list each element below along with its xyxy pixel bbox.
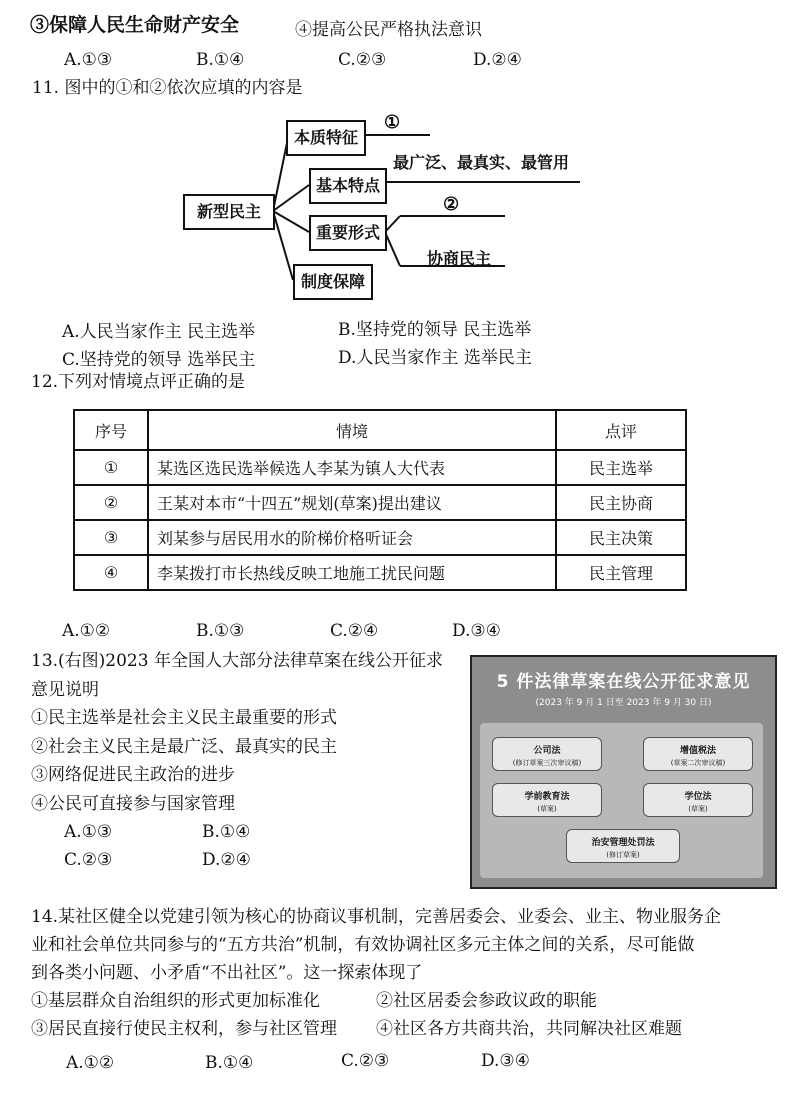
poster-law-item: 学前教育法 (草案) <box>492 783 602 817</box>
q13-option-b: B.①④ <box>202 822 251 842</box>
poster-law-item: 公司法 (修订草案三次审议稿) <box>492 737 602 771</box>
q12-table <box>73 409 687 591</box>
table-cell: ③ <box>74 520 148 555</box>
diagram-label-features: 最广泛、最真实、最管用 <box>393 153 570 172</box>
poster-date: (2023 年 9 月 1 日至 2023 年 9 月 30 日) <box>535 698 712 708</box>
q12-option-a: A.①② <box>62 621 111 641</box>
table-cell: ① <box>74 450 148 485</box>
table-header: 情境 <box>148 410 556 450</box>
q14-option-b: B.①④ <box>205 1053 254 1073</box>
table-row <box>74 555 686 590</box>
q13-item-1: ①民主选举是社会主义民主最重要的形式 <box>31 708 337 728</box>
q12-option-d: D.③④ <box>452 621 501 641</box>
q11-option-c: C.坚持党的领导 选举民主 <box>62 350 256 370</box>
q14-stem-line3: 到各类小问题、小矛盾“不出社区”。这一探索体现了 <box>31 963 423 983</box>
diagram-box-features: 基本特点 <box>309 168 387 204</box>
table-cell: 某选区选民选举候选人李某为镇人大代表 <box>148 450 556 485</box>
diagram-center-box: 新型民主 <box>183 194 275 230</box>
table-header-row <box>74 410 686 450</box>
q12-stem: 12.下列对情境点评正确的是 <box>31 372 246 392</box>
q10-item-4: ④提高公民严格执法意识 <box>295 20 482 40</box>
table-cell: 刘某参与居民用水的阶梯价格听证会 <box>148 520 556 555</box>
table-row <box>74 450 686 485</box>
q11-option-b: B.坚持党的领导 民主选举 <box>338 320 532 340</box>
q13-stem-line2: 意见说明 <box>31 680 99 700</box>
q10-option-a: A.①③ <box>64 50 113 70</box>
q13-option-d: D.②④ <box>202 850 251 870</box>
table-cell: 民主协商 <box>556 485 686 520</box>
q14-item-2: ②社区居委会参政议政的职能 <box>376 991 597 1011</box>
q14-stem-line2: 业和社会单位共同参与的“五方共治”机制，有效协调社区多元主体之间的关系，尽可能做 <box>31 935 695 955</box>
poster-law-item: 增值税法 (草案二次审议稿) <box>643 737 753 771</box>
diagram-box-system: 制度保障 <box>293 264 373 300</box>
diagram-blank-1: ① <box>384 112 401 133</box>
table-row <box>74 485 686 520</box>
table-cell: 王某对本市“十四五”规划(草案)提出建议 <box>148 485 556 520</box>
q14-item-3: ③居民直接行使民主权利，参与社区管理 <box>31 1019 337 1039</box>
q13-item-4: ④公民可直接参与国家管理 <box>31 794 235 814</box>
q14-option-d: D.③④ <box>481 1051 530 1071</box>
poster-law-item: 治安管理处罚法 (修订草案) <box>566 829 680 863</box>
q14-item-4: ④社区各方共商共治，共同解决社区难题 <box>376 1019 682 1039</box>
table-cell: ② <box>74 485 148 520</box>
table-header: 序号 <box>74 410 148 450</box>
table-cell: 民主管理 <box>556 555 686 590</box>
q13-option-a: A.①③ <box>64 822 113 842</box>
q13-item-3: ③网络促进民主政治的进步 <box>31 765 235 785</box>
q14-option-a: A.①② <box>66 1053 115 1073</box>
q13-stem-line1: 13.(右图)2023 年全国人大部分法律草案在线公开征求 <box>31 651 443 671</box>
diagram-blank-2: ② <box>443 194 460 215</box>
q13-option-c: C.②③ <box>64 850 113 870</box>
q10-option-d: D.②④ <box>473 50 522 70</box>
poster-title: 5 件法律草案在线公开征求意见 <box>496 672 751 692</box>
q11-stem: 11. 图中的①和②依次应填的内容是 <box>32 78 303 98</box>
q11-option-d: D.人民当家作主 选举民主 <box>338 348 532 368</box>
q14-item-1: ①基层群众自治组织的形式更加标准化 <box>31 991 320 1011</box>
q11-option-a: A.人民当家作主 民主选举 <box>62 322 256 342</box>
diagram-box-form: 重要形式 <box>309 215 387 251</box>
q13-poster-image <box>470 655 777 889</box>
table-cell: ④ <box>74 555 148 590</box>
diagram-label-consult: 协商民主 <box>427 249 492 268</box>
q10-option-b: B.①④ <box>196 50 245 70</box>
q11-diagram <box>0 0 794 310</box>
table-cell: 李某拨打市长热线反映工地施工扰民问题 <box>148 555 556 590</box>
q12-option-b: B.①③ <box>196 621 245 641</box>
q14-option-c: C.②③ <box>341 1051 390 1071</box>
table-cell: 民主选举 <box>556 450 686 485</box>
q14-stem-line1: 14.某社区健全以党建引领为核心的协商议事机制，完善居委会、业委会、业主、物业服务企 <box>31 907 722 927</box>
table-row <box>74 520 686 555</box>
diagram-box-essence: 本质特征 <box>286 120 366 156</box>
q10-item-3: ③保障人民生命财产安全 <box>30 14 240 36</box>
q10-option-c: C.②③ <box>338 50 387 70</box>
table-cell: 民主决策 <box>556 520 686 555</box>
table-header: 点评 <box>556 410 686 450</box>
q12-option-c: C.②④ <box>330 621 379 641</box>
poster-law-item: 学位法 (草案) <box>643 783 753 817</box>
q13-item-2: ②社会主义民主是最广泛、最真实的民主 <box>31 737 337 757</box>
poster-panel <box>480 723 763 878</box>
